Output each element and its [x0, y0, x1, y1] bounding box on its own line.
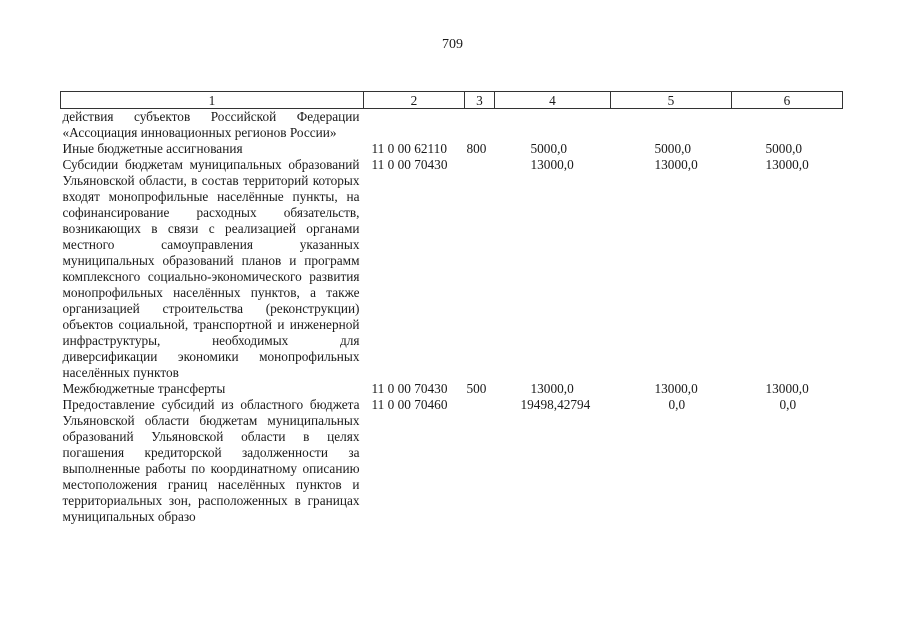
- column-header: 5: [611, 92, 732, 109]
- table-row: [61, 381, 843, 397]
- row-value-3: 13000,0: [765, 381, 809, 396]
- column-header: 2: [364, 92, 465, 109]
- table-header-row: [61, 92, 843, 109]
- column-header: 6: [732, 92, 843, 109]
- table-row: [61, 109, 843, 142]
- row-value-1: 13000,0: [530, 157, 574, 172]
- row-expense-type: 500: [466, 381, 487, 396]
- row-value-3: 5000,0: [765, 141, 803, 156]
- row-value-2: 0,0: [668, 397, 686, 412]
- row-description: Межбюджетные трансферты: [62, 381, 226, 396]
- row-value-3: [732, 109, 843, 142]
- row-code: 11 0 00 70430: [371, 157, 448, 172]
- row-code: [364, 109, 465, 142]
- row-expense-type: [465, 157, 495, 381]
- row-value-2: 13000,0: [654, 157, 698, 172]
- row-code: 11 0 00 62110: [371, 141, 447, 156]
- row-description: Иные бюджетные ассигнования: [62, 141, 243, 156]
- row-code: 11 0 00 70430: [371, 381, 448, 396]
- row-value-2: [611, 109, 732, 142]
- table-row: [61, 397, 843, 525]
- row-value-1: 5000,0: [530, 141, 568, 156]
- row-value-1: [495, 109, 611, 142]
- row-value-1: 13000,0: [530, 381, 574, 396]
- column-header: 1: [61, 92, 364, 109]
- table-row: [61, 141, 843, 157]
- column-header: 4: [495, 92, 611, 109]
- row-value-2: 13000,0: [654, 381, 698, 396]
- row-value-3: 0,0: [779, 397, 797, 412]
- row-value-2: 5000,0: [654, 141, 692, 156]
- column-header: 3: [465, 92, 495, 109]
- row-value-3: 13000,0: [765, 157, 809, 172]
- page-number: 709: [442, 37, 463, 52]
- row-expense-type: 800: [466, 141, 487, 156]
- row-value-1: 19498,42794: [520, 397, 591, 412]
- row-code: 11 0 00 70460: [371, 397, 448, 412]
- row-description: Предоставление субсидий из областного бюджета Ульяновской области бюджетам муниципальных образований Ульяновской области в целях погашения кредиторской задолженности за выполненные работы по координатному описанию местоположения границ населённых пунктов и территориальных зон, расположенных в границах муниципальных образо: [62, 397, 360, 524]
- row-description: действия субъектов Российской Федерации «Ассоциация инновационных регионов России»: [62, 109, 360, 140]
- row-description: Субсидии бюджетам муниципальных образований Ульяновской области, в состав территорий которых входят монопрофильные населённые пункты, на софинансирование расходных обязательств, возникающих в связи с реализацией органами местного самоуправления указанных муниципальных образований планов и программ комплексного социально-экономического развития монопрофильных населённых пунктов, а также организацией строительства (реконструкции) объектов социальной, транспортной и инженерной инфраструктуры, необходимых для диверсификации экономики монопрофильных населённых пунктов: [62, 157, 360, 380]
- budget-table: [60, 91, 843, 525]
- row-expense-type: [465, 109, 495, 142]
- row-expense-type: [465, 397, 495, 525]
- table-row: [61, 157, 843, 381]
